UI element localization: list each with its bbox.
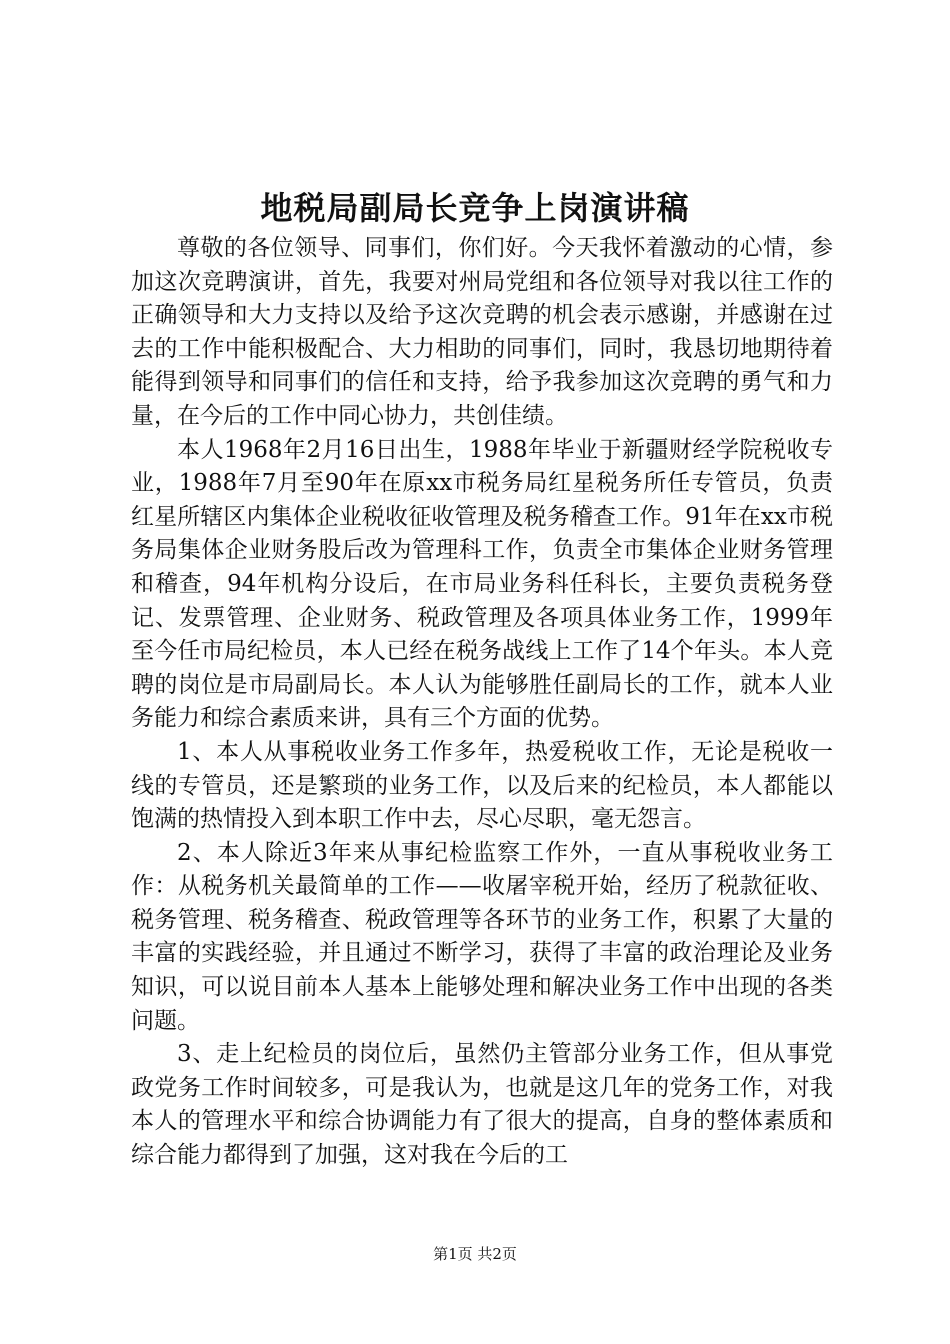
paragraph-point-1: 1、本人从事税收业务工作多年，热爱税收工作，无论是税收一线的专管员，还是繁琐的业务工作，以及后来的纪检员，本人都能以饱满的热情投入到本职工作中去，尽心尽职，毫无怨言。: [131, 738, 833, 833]
paragraph-background: 本人1968年2月16日出生，1988年毕业于新疆财经学院税收专业，1988年7月至90年在原xx市税务局红星税务所任专管员，负责红星所辖区内集体企业税收征收管理及税务稽查工作。91年在xx市税务局集体企业财务股后改为管理科工作，负责全市集体企业财务管理和稽查，94年机构分设后，在市局业务科任科长，主要负责税务登记、发票管理、企业财务、税政管理及各项具体业务工作，1999年至今任市局纪检员，本人已经在税务战线上工作了14个年头。本人竞聘的岗位是市局副局长。本人认为能够胜任副局长的工作，就本人业务能力和综合素质来讲，具有三个方面的优势。: [131, 436, 833, 732]
paragraph-point-2: 2、本人除近3年来从事纪检监察工作外，一直从事税收业务工作：从税务机关最简单的工作——收屠宰税开始，经历了税款征收、税务管理、税务稽查、税政管理等各环节的业务工作，积累了大量的丰富的实践经验，并且通过不断学习，获得了丰富的政治理论及业务知识，可以说目前本人基本上能够处理和解决业务工作中出现的各类问题。: [131, 839, 833, 1034]
document-title: 地税局副局长竞争上岗演讲稿: [260, 189, 690, 227]
document-body: [131, 232, 833, 1173]
paragraph-greeting: 尊敬的各位领导、同事们，你们好。今天我怀着激动的心情，参加这次竞聘演讲，首先，我要对州局党组和各位领导对我以往工作的正确领导和大力支持以及给予这次竞聘的机会表示感谢，并感谢在过去的工作中能积极配合、大力相助的同事们，同时，我恳切地期待着能得到领导和同事们的信任和支持，给予我参加这次竞聘的勇气和力量，在今后的工作中同心协力，共创佳绩。: [131, 235, 833, 429]
page-number-footer: 第1页 共2页: [433, 1245, 517, 1263]
paragraph-point-3: 3、走上纪检员的岗位后，虽然仍主管部分业务工作，但从事党政党务工作时间较多，可是我认为，也就是这几年的党务工作，对我本人的管理水平和综合协调能力有了很大的提高，自身的整体素质和综合能力都得到了加强，这对我在今后的工: [131, 1041, 833, 1169]
